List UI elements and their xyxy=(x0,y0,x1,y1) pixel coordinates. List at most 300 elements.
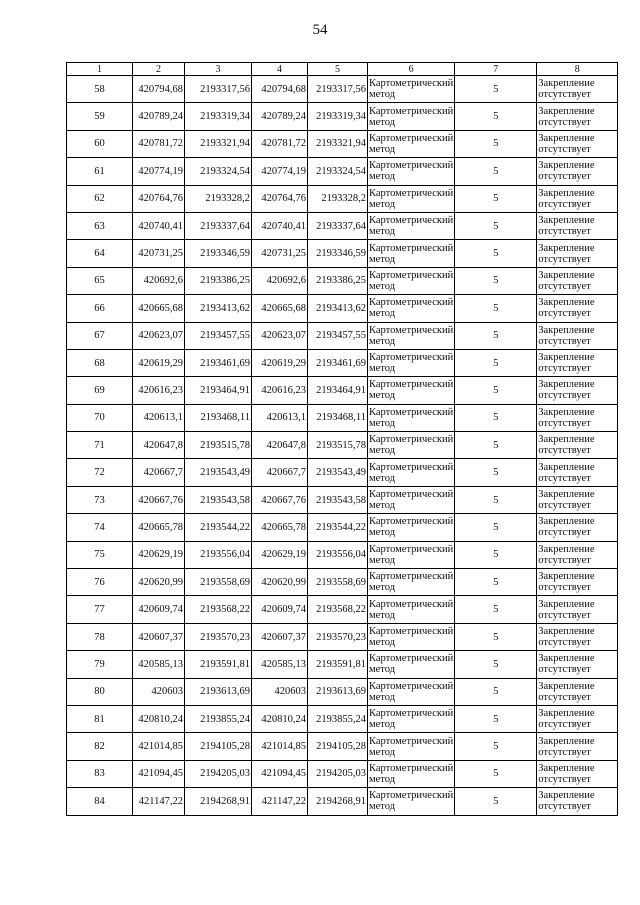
x-coordinate-cell: 420613,1 xyxy=(252,404,308,431)
method-cell xyxy=(368,103,455,130)
fixing-line-1: Закрепление xyxy=(538,269,595,281)
table-row xyxy=(67,267,618,294)
point-number-cell: 75 xyxy=(67,541,133,568)
fixing-line-1: Закрепление xyxy=(538,543,595,555)
accuracy-cell: 5 xyxy=(455,432,537,459)
method-cell xyxy=(368,158,455,185)
y-coordinate-cell: 2193324,54 xyxy=(308,158,368,185)
fixing-line-2: отсутствует xyxy=(538,280,591,292)
x-coordinate-cell: 420731,25 xyxy=(252,240,308,267)
x-coordinate-cell: 421147,22 xyxy=(133,788,185,815)
method-line-2: метод xyxy=(369,582,396,594)
point-number-cell: 76 xyxy=(67,569,133,596)
method-line-2: метод xyxy=(369,801,396,813)
x-coordinate-cell: 420609,74 xyxy=(252,596,308,623)
col-header: 2 xyxy=(133,63,185,76)
y-coordinate-cell: 2193346,59 xyxy=(185,240,252,267)
method-line-2: метод xyxy=(369,691,396,703)
method-line-2: метод xyxy=(369,527,396,539)
x-coordinate-cell: 420764,76 xyxy=(133,185,185,212)
fixing-line-1: Закрепление xyxy=(538,708,595,720)
method-line-2: метод xyxy=(369,554,396,566)
x-coordinate-cell: 421014,85 xyxy=(252,733,308,760)
table-row xyxy=(67,623,618,650)
fixing-line-1: Закрепление xyxy=(538,489,595,501)
fixing-line-1: Закрепление xyxy=(538,105,595,117)
x-coordinate-cell: 420781,72 xyxy=(252,130,308,157)
fixing-line-1: Закрепление xyxy=(538,571,595,583)
method-line-1: Картометрический xyxy=(369,187,454,199)
fixing-line-2: отсутствует xyxy=(538,116,591,128)
y-coordinate-cell: 2193568,22 xyxy=(185,596,252,623)
x-coordinate-cell: 420810,24 xyxy=(252,705,308,732)
y-coordinate-cell: 2193543,58 xyxy=(185,486,252,513)
method-line-2: метод xyxy=(369,143,396,155)
method-line-2: метод xyxy=(369,171,396,183)
point-number-cell: 66 xyxy=(67,295,133,322)
col-header: 4 xyxy=(252,63,308,76)
table-row xyxy=(67,158,618,185)
method-line-1: Картометрический xyxy=(369,762,454,774)
method-line-1: Картометрический xyxy=(369,516,454,528)
fixing-line-1: Закрепление xyxy=(538,461,595,473)
y-coordinate-cell: 2193386,25 xyxy=(185,267,252,294)
x-coordinate-cell: 420781,72 xyxy=(133,130,185,157)
fixing-line-1: Закрепление xyxy=(538,132,595,144)
x-coordinate-cell: 420764,76 xyxy=(252,185,308,212)
method-line-1: Картометрический xyxy=(369,626,454,637)
y-coordinate-cell: 2193328,2 xyxy=(308,185,368,212)
point-number-cell: 61 xyxy=(67,158,133,185)
x-coordinate-cell: 420665,78 xyxy=(133,514,185,541)
table-row xyxy=(67,130,618,157)
point-number-cell: 62 xyxy=(67,185,133,212)
y-coordinate-cell: 2193346,59 xyxy=(308,240,368,267)
y-coordinate-cell: 2193317,56 xyxy=(185,76,252,103)
x-coordinate-cell: 420789,24 xyxy=(133,103,185,130)
table-body xyxy=(67,76,618,816)
fixing-cell xyxy=(537,596,618,623)
point-number-cell: 72 xyxy=(67,459,133,486)
method-line-1: Картометрический xyxy=(369,406,454,418)
col-header: 7 xyxy=(455,63,537,76)
accuracy-cell: 5 xyxy=(455,623,537,650)
y-coordinate-cell: 2193591,81 xyxy=(308,651,368,678)
x-coordinate-cell: 421014,85 xyxy=(133,733,185,760)
method-line-1: Картометрический xyxy=(369,215,454,227)
method-line-2: метод xyxy=(369,116,396,128)
fixing-line-2: отсутствует xyxy=(538,171,591,183)
method-cell xyxy=(368,377,455,404)
y-coordinate-cell: 2193321,94 xyxy=(308,130,368,157)
x-coordinate-cell: 420609,74 xyxy=(133,596,185,623)
x-coordinate-cell: 420603 xyxy=(252,678,308,705)
fixing-line-1: Закрепление xyxy=(538,406,595,418)
x-coordinate-cell: 420585,13 xyxy=(252,651,308,678)
method-cell xyxy=(368,569,455,596)
accuracy-cell: 5 xyxy=(455,349,537,376)
table-row xyxy=(67,185,618,212)
x-coordinate-cell: 420810,24 xyxy=(133,705,185,732)
table-row xyxy=(67,733,618,760)
fixing-line-2: отсутствует xyxy=(538,500,591,512)
y-coordinate-cell: 2193337,64 xyxy=(185,212,252,239)
point-number-cell: 79 xyxy=(67,651,133,678)
table-row xyxy=(67,404,618,431)
accuracy-cell: 5 xyxy=(455,541,537,568)
method-line-1: Картометрический xyxy=(369,132,454,144)
y-coordinate-cell: 2193457,55 xyxy=(308,322,368,349)
table-row xyxy=(67,514,618,541)
fixing-line-1: Закрепление xyxy=(538,598,595,610)
fixing-cell xyxy=(537,103,618,130)
x-coordinate-cell: 420731,25 xyxy=(133,240,185,267)
method-cell xyxy=(368,295,455,322)
method-line-1: Картометрический xyxy=(369,269,454,281)
method-cell xyxy=(368,623,455,650)
fixing-line-1: Закрепление xyxy=(538,160,595,172)
fixing-cell xyxy=(537,267,618,294)
point-number-cell: 67 xyxy=(67,322,133,349)
x-coordinate-cell: 420607,37 xyxy=(133,623,185,650)
coordinates-table xyxy=(66,62,618,816)
y-coordinate-cell: 2193544,22 xyxy=(185,514,252,541)
table-row xyxy=(67,459,618,486)
accuracy-cell: 5 xyxy=(455,322,537,349)
y-coordinate-cell: 2193568,22 xyxy=(308,596,368,623)
point-number-cell: 59 xyxy=(67,103,133,130)
method-line-2: метод xyxy=(369,719,396,731)
fixing-line-1: Закрепление xyxy=(538,187,595,199)
method-line-2: метод xyxy=(369,609,396,621)
method-line-1: Картометрический xyxy=(369,434,454,446)
accuracy-cell: 5 xyxy=(455,651,537,678)
accuracy-cell: 5 xyxy=(455,596,537,623)
x-coordinate-cell: 421094,45 xyxy=(133,760,185,787)
fixing-cell xyxy=(537,240,618,267)
fixing-cell xyxy=(537,678,618,705)
method-line-2: метод xyxy=(369,226,396,238)
x-coordinate-cell: 420665,68 xyxy=(133,295,185,322)
header-row xyxy=(67,63,618,76)
method-line-2: метод xyxy=(369,363,396,375)
y-coordinate-cell: 2193855,24 xyxy=(185,705,252,732)
point-number-cell: 82 xyxy=(67,733,133,760)
accuracy-cell: 5 xyxy=(455,486,537,513)
method-cell xyxy=(368,185,455,212)
y-coordinate-cell: 2193613,69 xyxy=(308,678,368,705)
x-coordinate-cell: 420647,8 xyxy=(133,432,185,459)
fixing-cell xyxy=(537,185,618,212)
method-line-2: метод xyxy=(369,746,396,758)
method-line-1: Картометрический xyxy=(369,489,454,501)
y-coordinate-cell: 2193544,22 xyxy=(308,514,368,541)
method-cell xyxy=(368,212,455,239)
point-number-cell: 65 xyxy=(67,267,133,294)
x-coordinate-cell: 420667,7 xyxy=(252,459,308,486)
y-coordinate-cell: 2193319,34 xyxy=(185,103,252,130)
method-line-1: Картометрический xyxy=(369,324,454,336)
x-coordinate-cell: 420629,19 xyxy=(133,541,185,568)
x-coordinate-cell: 420667,7 xyxy=(133,459,185,486)
accuracy-cell: 5 xyxy=(455,267,537,294)
fixing-cell xyxy=(537,760,618,787)
accuracy-cell: 5 xyxy=(455,103,537,130)
x-coordinate-cell: 420623,07 xyxy=(133,322,185,349)
fixing-cell xyxy=(537,569,618,596)
accuracy-cell: 5 xyxy=(455,705,537,732)
col-header: 1 xyxy=(67,63,133,76)
fixing-cell xyxy=(537,651,618,678)
method-line-2: метод xyxy=(369,390,396,402)
y-coordinate-cell: 2193570,23 xyxy=(308,623,368,650)
y-coordinate-cell: 2194205,03 xyxy=(308,760,368,787)
method-cell xyxy=(368,651,455,678)
method-line-2: метод xyxy=(369,198,396,210)
y-coordinate-cell: 2193464,91 xyxy=(185,377,252,404)
fixing-line-2: отсутствует xyxy=(538,554,591,566)
method-line-2: метод xyxy=(369,280,396,292)
method-cell xyxy=(368,514,455,541)
table-row xyxy=(67,596,618,623)
point-number-cell: 64 xyxy=(67,240,133,267)
table-row xyxy=(67,240,618,267)
fixing-line-2: отсутствует xyxy=(538,198,591,210)
fixing-line-2: отсутствует xyxy=(538,664,591,676)
fixing-line-1: Закрепление xyxy=(538,379,595,391)
table-row xyxy=(67,377,618,404)
y-coordinate-cell: 2193543,49 xyxy=(185,459,252,486)
method-cell xyxy=(368,705,455,732)
x-coordinate-cell: 420603 xyxy=(133,678,185,705)
accuracy-cell: 5 xyxy=(455,788,537,815)
fixing-cell xyxy=(537,158,618,185)
point-number-cell: 60 xyxy=(67,130,133,157)
fixing-line-2: отсутствует xyxy=(538,308,591,320)
fixing-line-2: отсутствует xyxy=(538,417,591,429)
accuracy-cell: 5 xyxy=(455,760,537,787)
method-line-1: Картометрический xyxy=(369,653,454,665)
point-number-cell: 73 xyxy=(67,486,133,513)
fixing-line-2: отсутствует xyxy=(538,89,591,101)
accuracy-cell: 5 xyxy=(455,459,537,486)
fixing-line-1: Закрепление xyxy=(538,434,595,446)
x-coordinate-cell: 421094,45 xyxy=(252,760,308,787)
x-coordinate-cell: 421147,22 xyxy=(252,788,308,815)
y-coordinate-cell: 2194105,28 xyxy=(185,733,252,760)
method-line-1: Картометрический xyxy=(369,461,454,473)
fixing-line-2: отсутствует xyxy=(538,691,591,703)
fixing-cell xyxy=(537,295,618,322)
y-coordinate-cell: 2193515,78 xyxy=(185,432,252,459)
fixing-cell xyxy=(537,130,618,157)
y-coordinate-cell: 2194268,91 xyxy=(308,788,368,815)
y-coordinate-cell: 2193461,69 xyxy=(308,349,368,376)
fixing-cell xyxy=(537,733,618,760)
y-coordinate-cell: 2193855,24 xyxy=(308,705,368,732)
y-coordinate-cell: 2193386,25 xyxy=(308,267,368,294)
method-line-2: метод xyxy=(369,308,396,320)
x-coordinate-cell: 420613,1 xyxy=(133,404,185,431)
x-coordinate-cell: 420665,68 xyxy=(252,295,308,322)
method-line-1: Картометрический xyxy=(369,78,454,90)
fixing-line-1: Закрепление xyxy=(538,324,595,336)
y-coordinate-cell: 2194268,91 xyxy=(185,788,252,815)
fixing-cell xyxy=(537,432,618,459)
fixing-cell xyxy=(537,623,618,650)
accuracy-cell: 5 xyxy=(455,240,537,267)
y-coordinate-cell: 2193461,69 xyxy=(185,349,252,376)
table-row xyxy=(67,349,618,376)
point-number-cell: 78 xyxy=(67,623,133,650)
method-cell xyxy=(368,322,455,349)
method-line-2: метод xyxy=(369,445,396,457)
method-line-2: метод xyxy=(369,253,396,265)
method-line-1: Картометрический xyxy=(369,708,454,720)
x-coordinate-cell: 420774,19 xyxy=(133,158,185,185)
method-cell xyxy=(368,541,455,568)
fixing-line-2: отсутствует xyxy=(538,527,591,539)
method-line-1: Картометрический xyxy=(369,680,454,692)
fixing-line-1: Закрепление xyxy=(538,242,595,254)
point-number-cell: 81 xyxy=(67,705,133,732)
fixing-line-1: Закрепление xyxy=(538,78,595,90)
accuracy-cell: 5 xyxy=(455,76,537,103)
x-coordinate-cell: 420740,41 xyxy=(133,212,185,239)
method-line-1: Картометрический xyxy=(369,379,454,391)
fixing-line-2: отсутствует xyxy=(538,773,591,785)
col-header: 5 xyxy=(308,63,368,76)
y-coordinate-cell: 2193613,69 xyxy=(185,678,252,705)
method-cell xyxy=(368,733,455,760)
x-coordinate-cell: 420740,41 xyxy=(252,212,308,239)
x-coordinate-cell: 420665,78 xyxy=(252,514,308,541)
method-cell xyxy=(368,349,455,376)
y-coordinate-cell: 2193324,54 xyxy=(185,158,252,185)
table-row xyxy=(67,432,618,459)
y-coordinate-cell: 2193558,69 xyxy=(308,569,368,596)
accuracy-cell: 5 xyxy=(455,514,537,541)
x-coordinate-cell: 420789,24 xyxy=(252,103,308,130)
method-line-2: метод xyxy=(369,500,396,512)
fixing-cell xyxy=(537,705,618,732)
point-number-cell: 71 xyxy=(67,432,133,459)
y-coordinate-cell: 2193556,04 xyxy=(308,541,368,568)
point-number-cell: 83 xyxy=(67,760,133,787)
table-row xyxy=(67,569,618,596)
table-row xyxy=(67,486,618,513)
accuracy-cell: 5 xyxy=(455,185,537,212)
accuracy-cell: 5 xyxy=(455,404,537,431)
fixing-line-1: Закрепление xyxy=(538,626,595,637)
accuracy-cell: 5 xyxy=(455,733,537,760)
accuracy-cell: 5 xyxy=(455,569,537,596)
point-number-cell: 63 xyxy=(67,212,133,239)
fixing-line-1: Закрепление xyxy=(538,653,595,665)
y-coordinate-cell: 2194105,28 xyxy=(308,733,368,760)
point-number-cell: 80 xyxy=(67,678,133,705)
x-coordinate-cell: 420794,68 xyxy=(133,76,185,103)
method-line-1: Картометрический xyxy=(369,352,454,364)
fixing-cell xyxy=(537,788,618,815)
y-coordinate-cell: 2193570,23 xyxy=(185,623,252,650)
method-line-1: Картометрический xyxy=(369,160,454,172)
method-cell xyxy=(368,788,455,815)
x-coordinate-cell: 420794,68 xyxy=(252,76,308,103)
method-line-1: Картометрический xyxy=(369,735,454,747)
y-coordinate-cell: 2193328,2 xyxy=(185,185,252,212)
y-coordinate-cell: 2193464,91 xyxy=(308,377,368,404)
method-line-2: метод xyxy=(369,664,396,676)
fixing-line-2: отсутствует xyxy=(538,719,591,731)
x-coordinate-cell: 420620,99 xyxy=(133,569,185,596)
method-cell xyxy=(368,267,455,294)
fixing-cell xyxy=(537,514,618,541)
method-cell xyxy=(368,459,455,486)
method-cell xyxy=(368,76,455,103)
method-line-1: Картометрический xyxy=(369,790,454,802)
y-coordinate-cell: 2193515,78 xyxy=(308,432,368,459)
accuracy-cell: 5 xyxy=(455,130,537,157)
col-header: 6 xyxy=(368,63,455,76)
method-line-1: Картометрический xyxy=(369,571,454,583)
table-row xyxy=(67,678,618,705)
fixing-line-2: отсутствует xyxy=(538,226,591,238)
x-coordinate-cell: 420667,76 xyxy=(133,486,185,513)
table-row xyxy=(67,295,618,322)
fixing-line-2: отсутствует xyxy=(538,582,591,594)
method-cell xyxy=(368,240,455,267)
method-line-2: метод xyxy=(369,89,396,101)
y-coordinate-cell: 2193321,94 xyxy=(185,130,252,157)
x-coordinate-cell: 420619,29 xyxy=(252,349,308,376)
table-row xyxy=(67,212,618,239)
y-coordinate-cell: 2193413,62 xyxy=(185,295,252,322)
fixing-line-2: отсутствует xyxy=(538,746,591,758)
fixing-line-1: Закрепление xyxy=(538,790,595,802)
table-row xyxy=(67,651,618,678)
fixing-cell xyxy=(537,349,618,376)
y-coordinate-cell: 2193543,49 xyxy=(308,459,368,486)
x-coordinate-cell: 420585,13 xyxy=(133,651,185,678)
accuracy-cell: 5 xyxy=(455,295,537,322)
y-coordinate-cell: 2193457,55 xyxy=(185,322,252,349)
fixing-cell xyxy=(537,322,618,349)
accuracy-cell: 5 xyxy=(455,678,537,705)
x-coordinate-cell: 420619,29 xyxy=(133,349,185,376)
method-line-2: метод xyxy=(369,637,396,648)
accuracy-cell: 5 xyxy=(455,377,537,404)
method-line-2: метод xyxy=(369,472,396,484)
fixing-line-2: отсутствует xyxy=(538,143,591,155)
fixing-cell xyxy=(537,459,618,486)
method-line-2: метод xyxy=(369,335,396,347)
accuracy-cell: 5 xyxy=(455,212,537,239)
fixing-line-2: отсутствует xyxy=(538,472,591,484)
page-number: 54 xyxy=(312,22,328,38)
x-coordinate-cell: 420607,37 xyxy=(252,623,308,650)
table-row xyxy=(67,705,618,732)
method-line-2: метод xyxy=(369,773,396,785)
fixing-line-1: Закрепление xyxy=(538,297,595,309)
method-line-1: Картометрический xyxy=(369,105,454,117)
y-coordinate-cell: 2194205,03 xyxy=(185,760,252,787)
fixing-line-2: отсутствует xyxy=(538,363,591,375)
fixing-line-2: отсутствует xyxy=(538,609,591,621)
fixing-cell xyxy=(537,404,618,431)
method-cell xyxy=(368,130,455,157)
method-cell xyxy=(368,596,455,623)
